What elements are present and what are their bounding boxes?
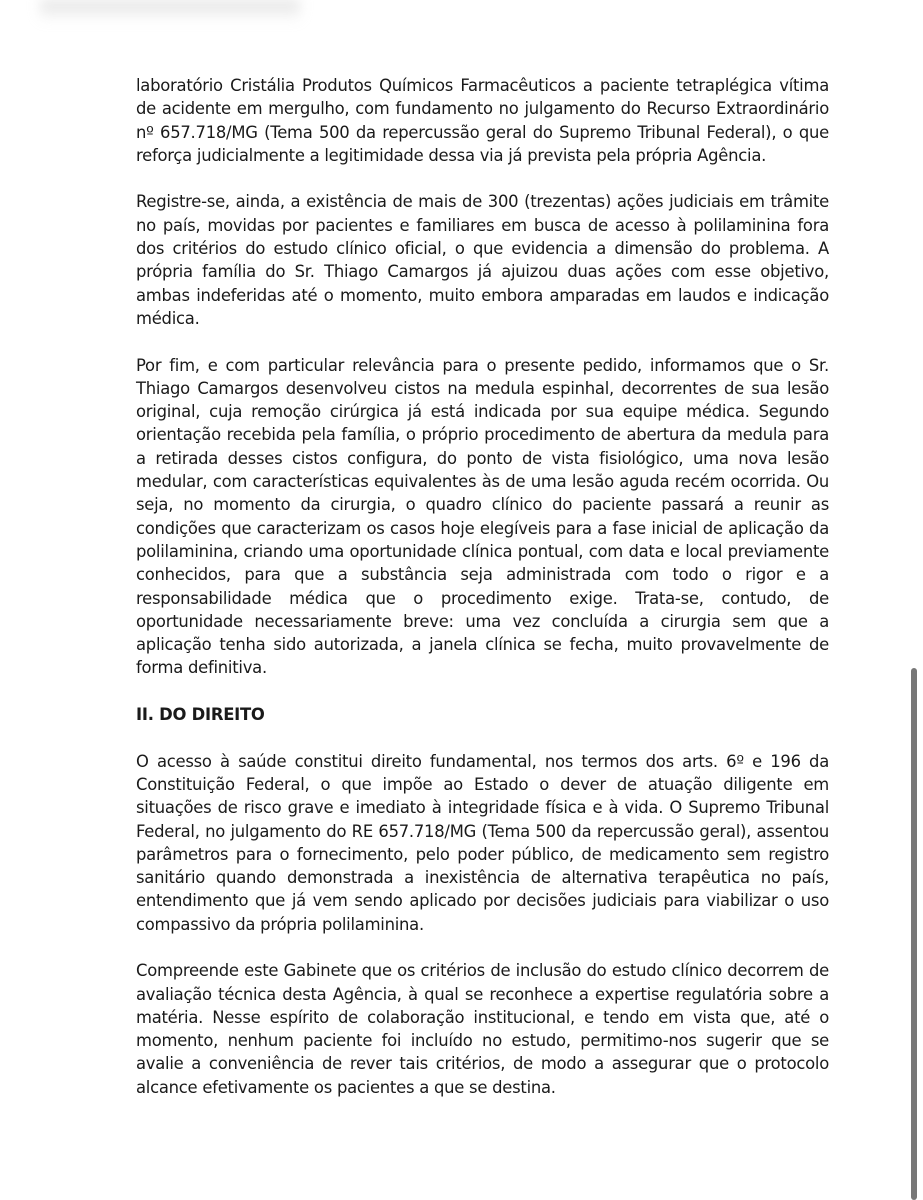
paragraph-cristalia: laboratório Cristália Produtos Químicos Farmacêuticos a paciente tetraplégica vítima de acidente em mergulho, com fundamento no julgamento do Recurso Extraordinário nº 657.718/MG (Tema 500 da repercussão geral do Supremo Tribunal Federal), o que reforça judicialmente a legitimidade dessa via já prevista pela própria Agência. [136, 76, 829, 165]
paragraph-acesso-saude: O acesso à saúde constitui direito fundamental, nos termos dos arts. 6º e 196 da Constituição Federal, o que impõe ao Estado o dever de atuação diligente em situações de risco grave e imediato à integridade física e à vida. O Supremo Tribunal Federal, no julgamento do RE 657.718/MG (Tema 500 da repercussão geral), assentou parâmetros para o fornecimento, pelo poder público, de medicamento sem registro sanitário quando demonstrada a inexistência de alternativa terapêutica no país, entendimento que já vem sendo aplicado por decisões judiciais para viabilizar o uso compassivo da própria polilaminina. [136, 751, 829, 934]
document-body [136, 74, 829, 1099]
vertical-scrollbar[interactable] [911, 668, 917, 1200]
section-heading: II. DO DIREITO [136, 705, 265, 725]
paragraph-criterios-inclusao: Compreende este Gabinete que os critérios de inclusão do estudo clínico decorrem de avaliação técnica desta Agência, à qual se reconhece a expertise regulatória sobre a matéria. Nesse espírito de colaboração institucional, e tendo em vista que, até o momento, nenhum paciente foi incluído no estudo, permitimo-nos sugerir que se avalie a conveniência de rever tais critérios, de modo a assegurar que o protocolo alcance efetivamente os pacientes a que se destina. [136, 961, 829, 1097]
paragraph-acoes-judiciais: Registre-se, ainda, a existência de mais de 300 (trezentas) ações judiciais em trâmite no país, movidas por pacientes e familiares em busca de acesso à polilaminina fora dos critérios do estudo clínico oficial, o que evidencia a dimensão do problema. A própria família do Sr. Thiago Camargos já ajuizou duas ações com esse objetivo, ambas indeferidas até o momento, muito embora amparadas em laudos e indicação médica. [136, 192, 829, 328]
paragraph-cistos-medula: Por fim, e com particular relevância para o presente pedido, informamos que o Sr. Thiago Camargos desenvolveu cistos na medula espinhal, decorrentes de sua lesão original, cuja remoção cirúrgica já está indicada por sua equipe médica. Segundo orientação recebida pela família, o próprio procedimento de abertura da medula para a retirada desses cistos configura, do ponto de vista fisiológico, uma nova lesão medular, com características equivalentes às de uma lesão aguda recém ocorrida. Ou seja, no momento da cirurgia, o quadro clínico do paciente passará a reunir as condições que caracterizam os casos hoje elegíveis para a fase inicial de aplicação da polilaminina, criando uma oportunidade clínica pontual, com data e local previamente conhecidos, para que a substância seja administrada com todo o rigor e a responsabilidade médica que o procedimento exige. Trata-se, contudo, de oportunidade necessariamente breve: uma vez concluída a cirurgia sem que a aplicação tenha sido autorizada, a janela clínica se fecha, muito provavelmente de forma definitiva. [136, 355, 829, 678]
top-shadow [40, 0, 300, 22]
